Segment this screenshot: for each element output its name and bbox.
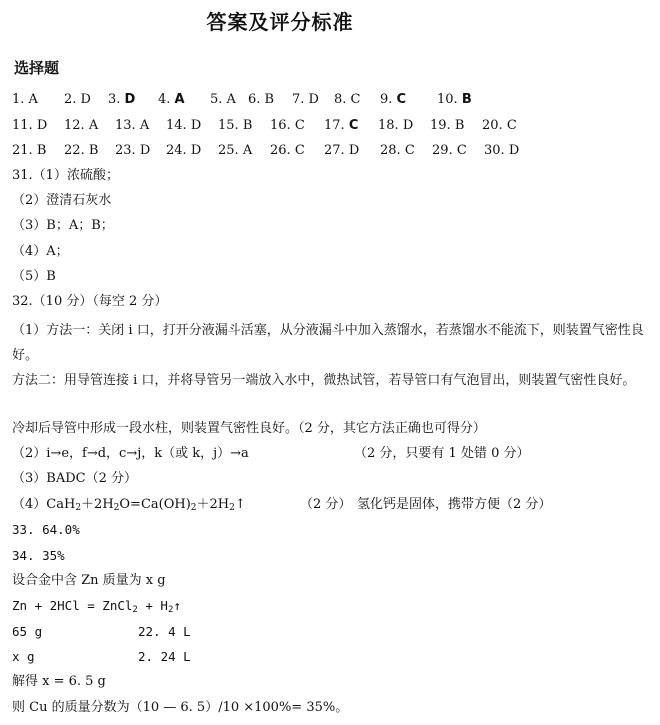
mc-question-number: 6. <box>248 92 261 107</box>
mc-question-number: 30. <box>484 143 505 158</box>
mc-question-number: 23. <box>115 143 136 158</box>
section-heading: 选择题 <box>14 59 60 77</box>
mc-question-number: 7. <box>292 92 305 107</box>
mc-answer-letter: B <box>242 118 253 133</box>
q34-final: 则 Cu 的质量分数为（10 — 6. 5）/10 ×100%= 35%。 <box>12 700 349 715</box>
mc-question-number: 2. <box>64 92 77 107</box>
mc-question-number: 5. <box>210 92 223 107</box>
mc-answer <box>292 91 319 109</box>
mc-answer <box>380 91 406 109</box>
q32-method1: （1）方法一：关闭 i 口，打开分液漏斗活塞，从分液漏斗中加入蒸馏水，若蒸馏水不能流下，则装置气密性良好。 <box>12 323 644 363</box>
mc-question-number: 25. <box>218 143 239 158</box>
q32-method2: 方法二：用导管连接 i 口，并将导管另一端放入水中，微热试管，若导管口有气泡冒出，则装置气密性良好。 <box>12 373 636 388</box>
mc-answer-letter: A <box>88 118 99 133</box>
mc-answer <box>158 91 185 109</box>
mc-answer-letter: A <box>139 118 150 133</box>
mc-question-number: 17. <box>324 118 345 133</box>
mc-answer-letter: C <box>506 118 517 133</box>
mc-answer-letter: D <box>36 118 48 133</box>
mc-answer-letter: C <box>348 118 359 133</box>
mc-answer <box>115 142 150 160</box>
mc-answer <box>248 91 274 109</box>
q34-ratio-row1-a: 65 g <box>12 624 43 639</box>
q34-ratio-row2-a: x g <box>12 649 35 664</box>
mc-answer <box>324 142 359 160</box>
mc-question-number: 13. <box>115 118 136 133</box>
mc-answer <box>324 117 358 135</box>
mc-question-number: 27. <box>324 143 345 158</box>
mc-answer <box>12 117 47 135</box>
mc-answer-letter: B <box>264 92 275 107</box>
mc-answer-letter: C <box>396 92 407 107</box>
q32-part4-note: 氢化钙是固体，携带方便（2 分） <box>357 497 552 512</box>
q32-method-cool: 冷却后导管中形成一段水柱，则装置气密性良好。（2 分，其它方法正确也可得分） <box>12 421 486 436</box>
mc-answer-letter: D <box>80 92 91 107</box>
q32-part4-score: （2 分） <box>300 497 352 512</box>
mc-answer-letter: A <box>174 92 185 107</box>
mc-answer-letter: D <box>139 143 151 158</box>
mc-answer-letter: B <box>461 92 472 107</box>
mc-question-number: 29. <box>432 143 453 158</box>
mc-question-number: 11. <box>12 118 33 133</box>
mc-question-number: 22. <box>64 143 85 158</box>
mc-answer <box>380 142 415 160</box>
mc-answer-letter: C <box>350 92 361 107</box>
mc-answer-letter: A <box>242 143 253 158</box>
mc-question-number: 26. <box>270 143 291 158</box>
q34-assumption: 设合金中含 Zn 质量为 x g <box>12 573 166 588</box>
mc-answer <box>166 117 201 135</box>
mc-answer-letter: C <box>294 118 305 133</box>
mc-question-number: 21. <box>12 143 33 158</box>
q32-head: 32.（10 分）（每空 2 分） <box>12 294 168 309</box>
q34-ratio-row2-b: 2. 24 L <box>138 649 191 664</box>
page-title: 答案及评分标准 <box>206 10 354 34</box>
mc-answer-letter: B <box>454 118 465 133</box>
q34-head: 34. 35% <box>12 548 65 563</box>
q31-head: 31.（1）浓硫酸； <box>12 168 119 183</box>
mc-answer <box>218 117 252 135</box>
mc-answer <box>378 117 413 135</box>
mc-answer <box>64 142 98 160</box>
mc-answer-letter: B <box>36 143 47 158</box>
mc-question-number: 8. <box>334 92 347 107</box>
mc-question-number: 3. <box>108 92 121 107</box>
mc-question-number: 1. <box>12 92 25 107</box>
mc-answer-letter: C <box>404 143 415 158</box>
mc-answer-letter: D <box>402 118 414 133</box>
mc-answer <box>437 91 472 109</box>
mc-question-number: 15. <box>218 118 239 133</box>
mc-question-number: 12. <box>64 118 85 133</box>
mc-answer <box>482 117 517 135</box>
mc-question-number: 14. <box>166 118 187 133</box>
q32-part4-equation: $(4)CaH_2+2H_2O=Ca(OH)_2+2H_2↑$ <box>12 497 246 513</box>
mc-answer <box>166 142 201 160</box>
q34-solution: 解得 x = 6. 5 g <box>12 674 106 689</box>
q34-equation: Zn + 2HCl = ZnCl$_2$ + $H_2↑$ <box>12 598 181 615</box>
mc-question-number: 19. <box>430 118 451 133</box>
mc-answer <box>210 91 236 109</box>
mc-question-number: 28. <box>380 143 401 158</box>
mc-answer-letter: D <box>308 92 319 107</box>
mc-answer-letter: A <box>28 92 38 107</box>
q34-ratio-row1-b: 22. 4 L <box>138 624 191 639</box>
mc-answer <box>12 142 46 160</box>
mc-answer-letter: D <box>190 118 202 133</box>
mc-answer <box>484 142 519 160</box>
mc-question-number: 10. <box>437 92 458 107</box>
mc-answer-letter: D <box>124 92 136 107</box>
mc-answer <box>115 117 149 135</box>
mc-answer <box>334 91 361 109</box>
q31-part2: （2）澄清石灰水 <box>12 193 112 208</box>
mc-answer <box>270 142 305 160</box>
q33-answer: 33. 64.0% <box>12 522 80 537</box>
mc-question-number: 24. <box>166 143 187 158</box>
mc-answer-letter: C <box>294 143 305 158</box>
mc-question-number: 18. <box>378 118 399 133</box>
q31-part5: （5）B <box>12 269 56 284</box>
q32-part2-score: （2 分，只要有 1 处错 0 分） <box>354 446 530 461</box>
q32-part3: （3）BADC（2 分） <box>12 471 137 486</box>
mc-answer-letter: D <box>508 143 520 158</box>
mc-answer-letter: A <box>226 92 236 107</box>
mc-question-number: 4. <box>158 92 171 107</box>
q31-part4: （4）A； <box>12 244 69 259</box>
mc-answer <box>432 142 467 160</box>
mc-answer <box>108 91 135 109</box>
mc-question-number: 20. <box>482 118 503 133</box>
mc-answer-letter: D <box>190 143 202 158</box>
mc-question-number: 16. <box>270 118 291 133</box>
mc-answer-letter: D <box>348 143 360 158</box>
q32-part2: （2）i→e，f→d，c→j，k（或 k，j）→a <box>12 446 249 461</box>
mc-answer <box>64 91 91 109</box>
mc-answer-letter: B <box>88 143 99 158</box>
mc-question-number: 9. <box>380 92 393 107</box>
q31-part3: （3）B；A；B； <box>12 218 114 233</box>
mc-answer <box>430 117 464 135</box>
mc-answer <box>270 117 305 135</box>
mc-answer <box>218 142 252 160</box>
mc-answer-letter: C <box>456 143 467 158</box>
mc-answer <box>12 91 38 109</box>
mc-answer <box>64 117 98 135</box>
